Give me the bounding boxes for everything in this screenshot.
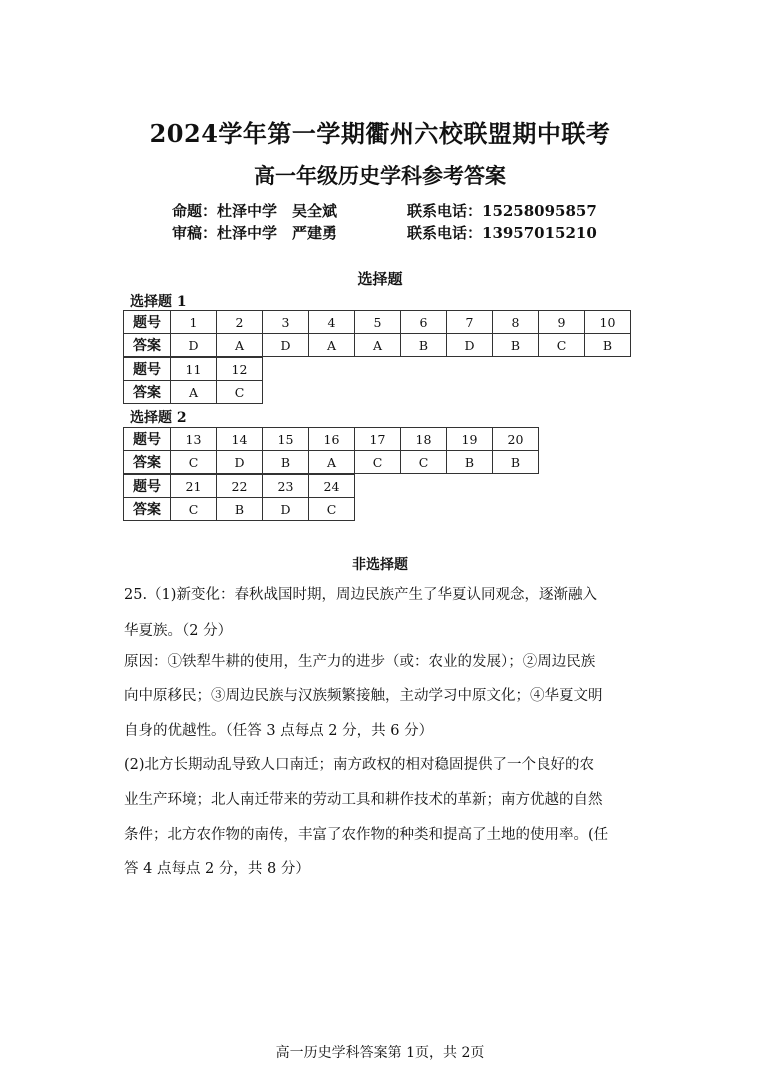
answer-table-part1-row2	[123, 357, 263, 404]
table-row	[124, 358, 263, 381]
answer-cell: C	[355, 451, 401, 474]
answer-cell: B	[401, 334, 447, 357]
answer-cell: A	[309, 451, 355, 474]
table-row	[124, 498, 355, 521]
answer-cell: C	[217, 381, 263, 404]
answer-table-part2-row1	[123, 427, 539, 474]
answer-cell: B	[263, 451, 309, 474]
row-label-question: 题号	[124, 428, 171, 451]
table-row	[124, 334, 631, 357]
table-row	[124, 381, 263, 404]
answer-line: 自身的优越性。（任答 3 点每点 2 分，共 6 分）	[124, 723, 434, 739]
document-subtitle: 高一年级历史学科参考答案	[254, 163, 506, 188]
row-label-question: 题号	[124, 475, 171, 498]
question-number: 18	[401, 428, 447, 451]
answer-line: 华夏族。（2 分）	[124, 623, 233, 639]
answer-cell: C	[401, 451, 447, 474]
setter-info: 命题：杜泽中学 吴全斌	[172, 202, 338, 220]
row-label-answer: 答案	[124, 498, 171, 521]
answer-line: 答 4 点每点 2 分，共 8 分）	[124, 861, 310, 877]
answer-cell: A	[171, 381, 217, 404]
row-label-answer: 答案	[124, 381, 171, 404]
non-choice-section-title: 非选择题	[352, 557, 408, 573]
table-row	[124, 428, 539, 451]
question-number: 15	[263, 428, 309, 451]
question-number: 7	[447, 311, 493, 334]
question-number: 19	[447, 428, 493, 451]
question-number: 2	[217, 311, 263, 334]
answer-cell: D	[447, 334, 493, 357]
row-label-question: 题号	[124, 358, 171, 381]
question-number: 11	[171, 358, 217, 381]
answer-cell: D	[263, 334, 309, 357]
table-row	[124, 475, 355, 498]
answer-table-part1-row1	[123, 310, 631, 357]
answer-line: 向中原移民；③周边民族与汉族频繁接触，主动学习中原文化；④华夏文明	[124, 688, 603, 704]
row-label-answer: 答案	[124, 451, 171, 474]
answer-table-part2-row2	[123, 474, 355, 521]
answer-line: 原因：①铁犁牛耕的使用，生产力的进步（或：农业的发展）；②周边民族	[124, 654, 596, 670]
answer-line: 25.（1)新变化：春秋战国时期，周边民族产生了华夏认同观念，逐渐融入	[124, 587, 597, 603]
answer-cell: C	[171, 498, 217, 521]
answer-cell: B	[217, 498, 263, 521]
reviewer-phone: 联系电话：13957015210	[407, 224, 597, 242]
table-row	[124, 311, 631, 334]
question-number: 12	[217, 358, 263, 381]
question-number: 9	[539, 311, 585, 334]
answer-cell: A	[217, 334, 263, 357]
choice-part1-label: 选择题 1	[130, 294, 187, 310]
question-number: 5	[355, 311, 401, 334]
question-number: 21	[171, 475, 217, 498]
answer-cell: B	[585, 334, 631, 357]
answer-cell: A	[355, 334, 401, 357]
question-number: 22	[217, 475, 263, 498]
page-footer: 高一历史学科答案第 1页，共 2页	[275, 1045, 485, 1061]
question-number: 1	[171, 311, 217, 334]
table-row	[124, 451, 539, 474]
answer-line: 业生产环境；北人南迁带来的劳动工具和耕作技术的革新；南方优越的自然	[124, 792, 603, 808]
question-number: 20	[493, 428, 539, 451]
setter-phone: 联系电话：15258095857	[407, 202, 597, 220]
row-label-answer: 答案	[124, 334, 171, 357]
answer-cell: B	[447, 451, 493, 474]
answer-cell: B	[493, 334, 539, 357]
answer-cell: B	[493, 451, 539, 474]
question-number: 3	[263, 311, 309, 334]
answer-line: (2)北方长期动乱导致人口南迁；南方政权的相对稳固提供了一个良好的农	[124, 757, 595, 773]
row-label-question: 题号	[124, 311, 171, 334]
choice-part2-label: 选择题 2	[130, 410, 187, 426]
answer-cell: A	[309, 334, 355, 357]
question-number: 6	[401, 311, 447, 334]
question-number: 16	[309, 428, 355, 451]
question-number: 8	[493, 311, 539, 334]
reviewer-info: 审稿：杜泽中学 严建勇	[172, 224, 338, 242]
answer-cell: D	[217, 451, 263, 474]
question-number: 4	[309, 311, 355, 334]
answer-cell: C	[171, 451, 217, 474]
question-number: 17	[355, 428, 401, 451]
answer-line: 条件；北方农作物的南传，丰富了农作物的种类和提高了土地的使用率。(任	[124, 827, 609, 843]
answer-cell: C	[309, 498, 355, 521]
answer-cell: D	[263, 498, 309, 521]
answer-cell: D	[171, 334, 217, 357]
choice-section-title: 选择题	[357, 270, 403, 288]
question-number: 24	[309, 475, 355, 498]
question-number: 13	[171, 428, 217, 451]
document-title: 2024学年第一学期衢州六校联盟期中联考	[149, 119, 611, 148]
answer-cell: C	[539, 334, 585, 357]
question-number: 14	[217, 428, 263, 451]
question-number: 23	[263, 475, 309, 498]
question-number: 10	[585, 311, 631, 334]
